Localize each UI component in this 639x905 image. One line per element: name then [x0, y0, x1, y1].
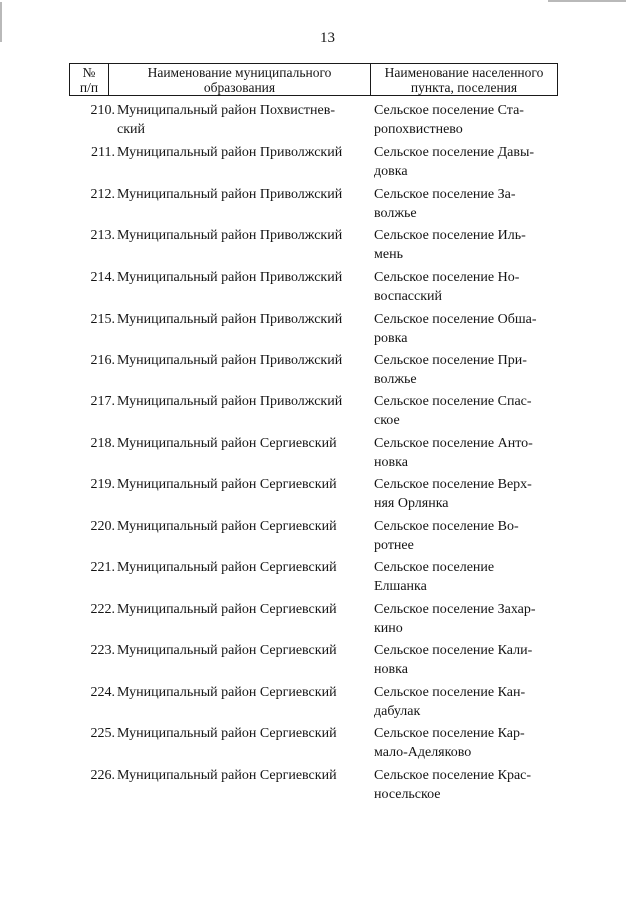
header-number-line1: № — [82, 65, 96, 80]
row-municipality: Муниципальный район Приволжский — [117, 187, 343, 202]
row-municipality: Муниципальный район Сергиевский — [117, 726, 337, 741]
table-row — [0, 724, 639, 766]
row-settlement: Сельское поселение Анто- новка — [374, 436, 533, 470]
row-municipality: Муниципальный район Приволжский — [117, 394, 343, 409]
table-row — [0, 351, 639, 393]
table-row — [0, 517, 639, 559]
row-number: 213. — [90, 228, 115, 243]
row-settlement: Сельское поселение Давы- довка — [374, 145, 535, 179]
header-number-column — [70, 64, 109, 95]
row-municipality: Муниципальный район Сергиевский — [117, 436, 337, 451]
row-settlement: Сельское поселение При- волжье — [374, 353, 527, 387]
table-row — [0, 600, 639, 642]
table-row — [0, 143, 639, 185]
row-number: 214. — [90, 270, 115, 285]
header-municipality-line2: образования — [203, 80, 276, 95]
row-municipality: Муниципальный район Сергиевский — [117, 685, 337, 700]
table-row — [0, 392, 639, 434]
row-municipality: Муниципальный район Приволжский — [117, 145, 343, 160]
header-settlement-line1: Наименование населенного — [384, 65, 544, 80]
table-row — [0, 226, 639, 268]
table-row — [0, 434, 639, 476]
page-number: 13 — [320, 30, 335, 46]
row-municipality: Муниципальный район Приволжский — [117, 270, 343, 285]
row-number: 212. — [90, 187, 115, 202]
scan-edge-mark-left — [0, 2, 2, 42]
row-number: 217. — [90, 394, 115, 409]
header-settlement-line2: пункта, поселения — [410, 80, 518, 95]
scan-edge-mark-top-right — [548, 0, 626, 2]
row-number: 220. — [90, 519, 115, 534]
row-settlement: Сельское поселение Спас- ское — [374, 394, 532, 428]
table-row — [0, 101, 639, 143]
row-municipality: Муниципальный район Сергиевский — [117, 602, 337, 617]
row-number: 224. — [90, 685, 115, 700]
table-row — [0, 558, 639, 600]
row-municipality: Муниципальный район Сергиевский — [117, 519, 337, 534]
row-number: 218. — [90, 436, 115, 451]
row-municipality: Муниципальный район Похвистнев- ский — [117, 103, 336, 137]
table-row — [0, 310, 639, 352]
row-settlement: Сельское поселение Елшанка — [374, 560, 495, 594]
row-number: 223. — [90, 643, 115, 658]
row-settlement: Сельское поселение За- волжье — [374, 187, 516, 221]
row-municipality: Муниципальный район Сергиевский — [117, 643, 337, 658]
row-settlement: Сельское поселение Кан- дабулак — [374, 685, 526, 719]
row-settlement: Сельское поселение Кар- мало-Аделяково — [374, 726, 525, 760]
row-settlement: Сельское поселение Кали- новка — [374, 643, 533, 677]
table-row — [0, 268, 639, 310]
row-municipality: Муниципальный район Сергиевский — [117, 768, 337, 783]
row-number: 216. — [90, 353, 115, 368]
row-municipality: Муниципальный район Приволжский — [117, 228, 343, 243]
header-municipality-column — [109, 64, 371, 95]
table-row — [0, 641, 639, 683]
row-number: 225. — [90, 726, 115, 741]
row-municipality: Муниципальный район Сергиевский — [117, 560, 337, 575]
row-settlement: Сельское поселение Иль- мень — [374, 228, 526, 262]
header-settlement-column — [371, 64, 557, 95]
row-number: 221. — [90, 560, 115, 575]
table-row — [0, 475, 639, 517]
row-settlement: Сельское поселение Захар- кино — [374, 602, 536, 636]
row-number: 222. — [90, 602, 115, 617]
header-municipality-line1: Наименование муниципального — [147, 65, 332, 80]
row-number: 219. — [90, 477, 115, 492]
row-number: 210. — [90, 103, 115, 118]
row-settlement: Сельское поселение Но- воспасский — [374, 270, 520, 304]
row-number: 215. — [90, 312, 115, 327]
table-row — [0, 683, 639, 725]
row-settlement: Сельское поселение Крас- носельское — [374, 768, 532, 802]
table-row — [0, 185, 639, 227]
header-number-line2: п/п — [79, 80, 99, 95]
row-number: 226. — [90, 768, 115, 783]
row-settlement: Сельское поселение Ста- ропохвистнево — [374, 103, 524, 137]
row-settlement: Сельское поселение Во- ротнее — [374, 519, 519, 553]
table-row — [0, 766, 639, 808]
row-settlement: Сельское поселение Обша- ровка — [374, 312, 537, 346]
row-settlement: Сельское поселение Верх- няя Орлянка — [374, 477, 532, 511]
row-municipality: Муниципальный район Сергиевский — [117, 477, 337, 492]
row-municipality: Муниципальный район Приволжский — [117, 312, 343, 327]
row-municipality: Муниципальный район Приволжский — [117, 353, 343, 368]
row-number: 211. — [91, 145, 115, 160]
table-header — [69, 63, 558, 96]
